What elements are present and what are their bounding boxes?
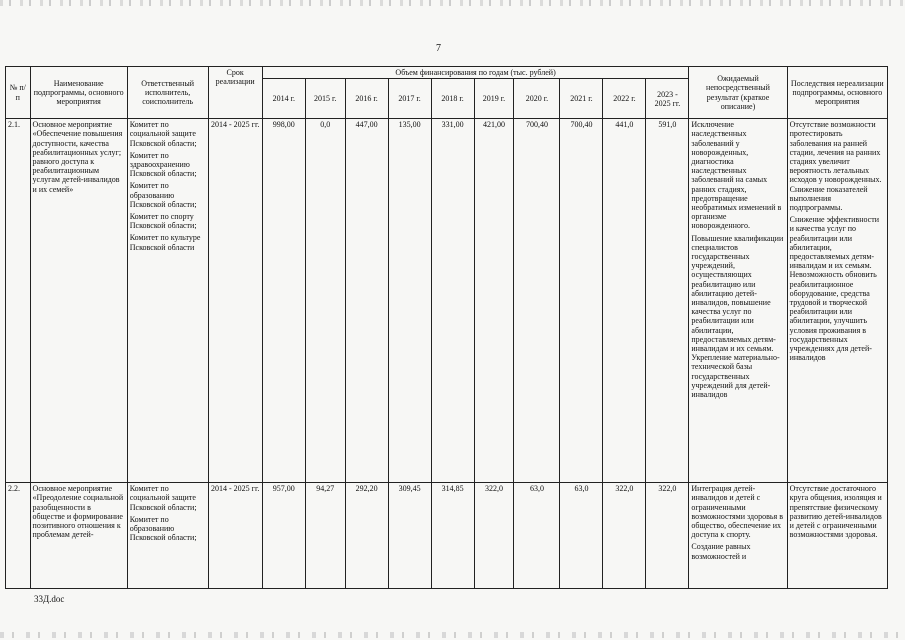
- header-year: 2016 г.: [345, 79, 388, 119]
- row-consequences: [787, 483, 887, 589]
- consequence-paragraph: Отсутствие возможности протестировать заболевания на ранней стадии, лечения на ранних стадиях увеличит вероятность летальных исходов у новорожденных. Снижение показателей выполнения подпрограммы.: [789, 120, 882, 213]
- header-year: 2014 г.: [262, 79, 305, 119]
- funding-value: 314,85: [431, 483, 474, 589]
- responsible-entry: Комитет по образованию Псковской области;: [129, 181, 197, 209]
- row-expected: [689, 119, 787, 483]
- row-num: 2.2.: [6, 483, 31, 589]
- funding-value: 591,0: [646, 119, 689, 483]
- funding-value: 421,00: [474, 119, 514, 483]
- expected-paragraph: Создание равных возможностей и: [691, 542, 751, 561]
- scan-artifact-top: [0, 0, 905, 6]
- row-term: 2014 - 2025 гг.: [208, 483, 262, 589]
- header-term: Срок реализации: [208, 67, 262, 119]
- funding-value: 322,0: [646, 483, 689, 589]
- funding-value: 63,0: [514, 483, 560, 589]
- funding-value: 0,0: [305, 119, 345, 483]
- funding-value: 292,20: [345, 483, 388, 589]
- header-funding-group: Объем финансирования по годам (тыс. рублей): [262, 67, 689, 79]
- header-year: 2017 г.: [388, 79, 431, 119]
- expected-paragraph: Интеграция детей-инвалидов и детей с ограниченными возможностями здоровья в общество, обеспечение их доступа к спорту.: [691, 484, 783, 540]
- header-year: 2022 г.: [603, 79, 646, 119]
- row-responsible: [127, 483, 208, 589]
- header-consequences: Последствия нереализации подпрограммы, основного мероприятия: [787, 67, 887, 119]
- page-number: 7: [436, 43, 441, 54]
- table-row: [6, 119, 888, 483]
- consequence-paragraph: Отсутствие достаточного круга общения, изоляция и препятствие физическому развитию детей-инвалидов и детей с ограниченными возможностями здоровья.: [789, 484, 882, 540]
- expected-paragraph: Исключение наследственных заболеваний у новорожденных, диагностика наследственных заболеваний на самых ранних стадиях, предотвращение необратимых изменений в организме новорожденного.: [691, 120, 782, 231]
- header-responsible: Ответственный исполнитель, соисполнитель: [127, 67, 208, 119]
- funding-value: 331,00: [431, 119, 474, 483]
- row-name: Основное мероприятие «Обеспечение повышения доступности, качества реабилитационных услуг; равного доступа к реабилитационным услугам детей-инвалидов и их семей»: [30, 119, 127, 483]
- row-term: 2014 - 2025 гг.: [208, 119, 262, 483]
- row-consequences: [787, 119, 887, 483]
- footer-filename: 33Д.doc: [34, 594, 65, 604]
- funding-value: 63,0: [560, 483, 603, 589]
- responsible-entry: Комитет по спорту Псковской области;: [129, 212, 197, 231]
- consequence-paragraph: Снижение эффективности и качества услуг по реабилитации или абилитации, предоставляемых детям-инвалидам и их семьям. Невозможность обновить реабилитационное оборудование, средства трудовой и творческой реабилитации или абилитации, улучшить условия проживания в государственных учреждениях для детей-инвалидов: [789, 215, 879, 363]
- funding-value: 322,0: [603, 483, 646, 589]
- row-responsible: [127, 119, 208, 483]
- header-num: № п/п: [6, 67, 31, 119]
- header-year: 2020 г.: [514, 79, 560, 119]
- funding-value: 447,00: [345, 119, 388, 483]
- responsible-entry: Комитет по социальной защите Псковской области;: [129, 484, 197, 512]
- funding-value: 322,0: [474, 483, 514, 589]
- program-table: [5, 66, 888, 589]
- header-year: 2023 - 2025 гг.: [646, 79, 689, 119]
- funding-value: 957,00: [262, 483, 305, 589]
- header-year: 2018 г.: [431, 79, 474, 119]
- responsible-entry: Комитет по образованию Псковской области;: [129, 514, 197, 543]
- funding-value: 94,27: [305, 483, 345, 589]
- table-row: [6, 483, 888, 589]
- row-num: 2.1.: [6, 119, 31, 483]
- header-name: Наименование подпрограммы, основного мероприятия: [30, 67, 127, 119]
- row-expected: [689, 483, 787, 589]
- funding-value: 309,45: [388, 483, 431, 589]
- scan-artifact-bottom: [0, 632, 905, 638]
- responsible-entry: Комитет по здравоохранению Псковской области;: [129, 150, 197, 179]
- responsible-entry: Комитет по культуре Псковской области: [129, 233, 201, 252]
- funding-value: 441,0: [603, 119, 646, 483]
- header-year: 2021 г.: [560, 79, 603, 119]
- header-year: 2019 г.: [474, 79, 514, 119]
- header-expected: Ожидаемый непосредственный результат (краткое описание): [689, 67, 787, 119]
- funding-value: 135,00: [388, 119, 431, 483]
- header-year: 2015 г.: [305, 79, 345, 119]
- expected-paragraph: Повышение квалификации специалистов государственных учреждений, осуществляющих реабилитацию или абилитацию детей-инвалидов, повышение качества услуг по реабилитации или абилитации, предоставляемых детям-инвалидам и их семьям. Укрепление материально-технической базы государственных учреждений для детей-инвалидов: [691, 233, 784, 400]
- funding-value: 700,40: [560, 119, 603, 483]
- row-name: Основное мероприятие «Преодоление социальной разобщенности в обществе и формирование позитивного отношения к проблемам детей-: [30, 483, 127, 589]
- funding-value: 700,40: [514, 119, 560, 483]
- responsible-entry: Комитет по социальной защите Псковской области;: [129, 120, 197, 148]
- funding-value: 998,00: [262, 119, 305, 483]
